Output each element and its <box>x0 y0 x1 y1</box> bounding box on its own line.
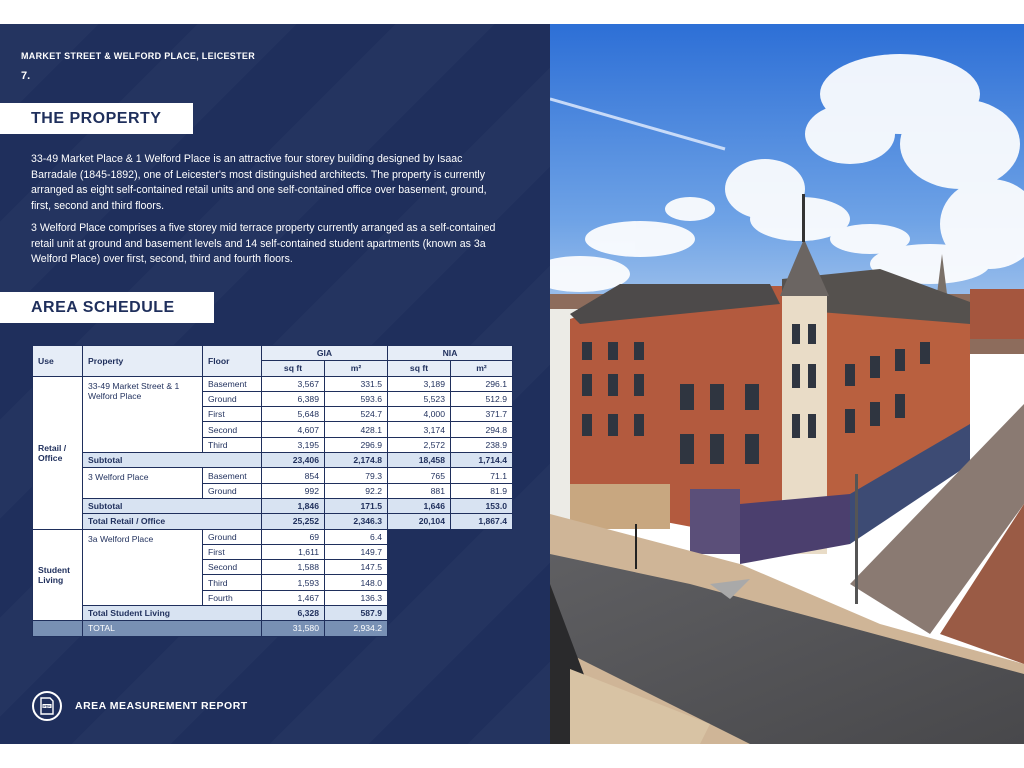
subtotal-label: Subtotal <box>83 453 262 468</box>
street-scene-image <box>550 24 1024 744</box>
gia-m2-cell: 6.4 <box>325 529 388 544</box>
use-student-living: Student Living <box>33 529 83 621</box>
gia-m2-cell: 149.7 <box>325 544 388 559</box>
nia-sqft-cell: 4,000 <box>388 407 451 422</box>
floor-cell: Basement <box>203 468 262 483</box>
gia-m2-cell: 428.1 <box>325 422 388 437</box>
nia-m2-cell: 238.9 <box>451 437 513 452</box>
header-nia-m2: m² <box>451 361 513 376</box>
gia-sqft-cell: 23,406 <box>262 453 325 468</box>
header-use: Use <box>33 346 83 377</box>
grand-total-row <box>33 621 513 636</box>
svg-text:PDF: PDF <box>43 704 51 709</box>
nia-sqft-cell: 3,189 <box>388 376 451 391</box>
gia-sqft-cell: 5,648 <box>262 407 325 422</box>
gia-m2-cell: 524.7 <box>325 407 388 422</box>
floor-cell: Fourth <box>203 590 262 605</box>
gia-m2-cell: 593.6 <box>325 391 388 406</box>
gia-m2-cell: 171.5 <box>325 498 388 513</box>
nia-sqft-cell: 1,646 <box>388 498 451 513</box>
gia-sqft-cell: 6,328 <box>262 606 325 621</box>
total-retail-row <box>33 514 513 529</box>
gia-sqft-cell: 854 <box>262 468 325 483</box>
floor-cell: Third <box>203 575 262 590</box>
nia-sqft-cell: 765 <box>388 468 451 483</box>
gia-m2-cell: 79.3 <box>325 468 388 483</box>
property-paragraph-1: 33-49 Market Place & 1 Welford Place is an attractive four storey building designed by Isaac Barradale (1845-1892), one of Leicester's most distinguished architects. The property is currently arranged as eight self-contained retail units and one self-contained office over basement, ground, first, second and third floors. <box>31 153 487 212</box>
floor-cell: Ground <box>203 391 262 406</box>
brochure-spread <box>0 24 1024 744</box>
header-gia-sqft: sq ft <box>262 361 325 376</box>
nia-m2-cell: 81.9 <box>451 483 513 498</box>
floor-cell: Ground <box>203 483 262 498</box>
location-header: MARKET STREET & WELFORD PLACE, LEICESTER <box>21 51 256 61</box>
gia-m2-cell: 296.9 <box>325 437 388 452</box>
building-photo <box>550 24 1024 744</box>
nia-m2-cell: 294.8 <box>451 422 513 437</box>
use-retail-office: Retail / Office <box>33 376 83 529</box>
property-cell: 3 Welford Place <box>83 468 203 499</box>
area-schedule-heading: AREA SCHEDULE <box>0 292 214 323</box>
nia-sqft-cell: 2,572 <box>388 437 451 452</box>
subtotal-row <box>33 498 513 513</box>
header-nia: NIA <box>388 346 513 361</box>
area-measurement-report-label[interactable]: AREA MEASUREMENT REPORT <box>75 700 248 712</box>
gia-m2-cell: 147.5 <box>325 560 388 575</box>
floor-cell: Basement <box>203 376 262 391</box>
gia-sqft-cell: 4,607 <box>262 422 325 437</box>
subtotal-label: Subtotal <box>83 498 262 513</box>
header-property: Property <box>83 346 203 377</box>
total-student-row <box>33 606 513 621</box>
floor-cell: Third <box>203 437 262 452</box>
subtotal-row <box>33 453 513 468</box>
nia-sqft-cell: 5,523 <box>388 391 451 406</box>
gia-sqft-cell: 1,611 <box>262 544 325 559</box>
gia-m2-cell: 2,934.2 <box>325 621 388 636</box>
floor-cell: Ground <box>203 529 262 544</box>
pdf-document-icon[interactable] <box>32 691 62 721</box>
table-row <box>33 529 513 544</box>
nia-m2-cell: 71.1 <box>451 468 513 483</box>
gia-m2-cell: 331.5 <box>325 376 388 391</box>
nia-sqft-cell: 20,104 <box>388 514 451 529</box>
gia-sqft-cell: 1,467 <box>262 590 325 605</box>
gia-m2-cell: 92.2 <box>325 483 388 498</box>
table-row <box>33 468 513 483</box>
nia-m2-cell: 1,867.4 <box>451 514 513 529</box>
gia-m2-cell: 148.0 <box>325 575 388 590</box>
property-cell: 3a Welford Place <box>83 529 203 605</box>
table-row <box>33 376 513 391</box>
gia-sqft-cell: 69 <box>262 529 325 544</box>
total-student-label: Total Student Living <box>83 606 262 621</box>
gia-m2-cell: 2,174.8 <box>325 453 388 468</box>
floor-cell: First <box>203 544 262 559</box>
grand-total-label: TOTAL <box>83 621 262 636</box>
gia-sqft-cell: 1,593 <box>262 575 325 590</box>
header-nia-sqft: sq ft <box>388 361 451 376</box>
header-gia: GIA <box>262 346 388 361</box>
nia-sqft-cell: 18,458 <box>388 453 451 468</box>
gia-m2-cell: 136.3 <box>325 590 388 605</box>
gia-m2-cell: 2,346.3 <box>325 514 388 529</box>
nia-m2-cell: 371.7 <box>451 407 513 422</box>
total-retail-label: Total Retail / Office <box>83 514 262 529</box>
property-cell: 33-49 Market Street & 1 Welford Place <box>83 376 203 452</box>
nia-m2-cell: 1,714.4 <box>451 453 513 468</box>
floor-cell: Second <box>203 560 262 575</box>
floor-cell: Second <box>203 422 262 437</box>
gia-sqft-cell: 1,588 <box>262 560 325 575</box>
gia-sqft-cell: 992 <box>262 483 325 498</box>
gia-sqft-cell: 25,252 <box>262 514 325 529</box>
left-panel <box>0 24 550 744</box>
gia-sqft-cell: 3,195 <box>262 437 325 452</box>
gia-sqft-cell: 6,389 <box>262 391 325 406</box>
nia-m2-cell: 296.1 <box>451 376 513 391</box>
header-gia-m2: m² <box>325 361 388 376</box>
header-floor: Floor <box>203 346 262 377</box>
property-paragraph-2: 3 Welford Place comprises a five storey mid terrace property currently arranged as a self-contained retail unit at ground and basement levels and 14 self-contained student apartments (known as 3a Welford Place) over first, second, third and fourth floors. <box>31 222 496 265</box>
page-number: 7. <box>21 70 31 82</box>
floor-cell: First <box>203 407 262 422</box>
gia-sqft-cell: 31,580 <box>262 621 325 636</box>
gia-m2-cell: 587.9 <box>325 606 388 621</box>
nia-m2-cell: 153.0 <box>451 498 513 513</box>
table-header-row <box>33 346 513 361</box>
area-measurement-report-link[interactable] <box>32 691 248 721</box>
gia-sqft-cell: 3,567 <box>262 376 325 391</box>
property-heading: THE PROPERTY <box>0 103 193 134</box>
nia-m2-cell: 512.9 <box>451 391 513 406</box>
gia-sqft-cell: 1,846 <box>262 498 325 513</box>
nia-sqft-cell: 881 <box>388 483 451 498</box>
nia-sqft-cell: 3,174 <box>388 422 451 437</box>
area-schedule-table <box>32 345 513 637</box>
